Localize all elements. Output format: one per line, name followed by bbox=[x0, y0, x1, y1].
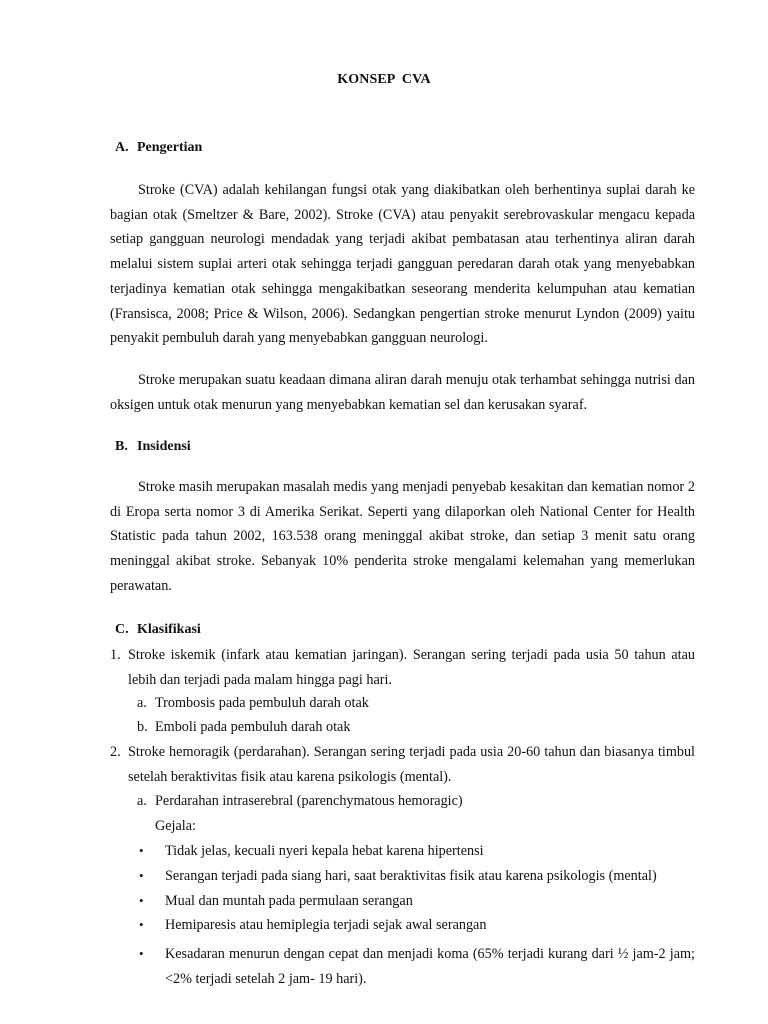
document-title: KONSEP CVA bbox=[337, 72, 431, 87]
bullet-icon: • bbox=[139, 917, 144, 932]
list-item-stroke-iskemik: 1. Stroke iskemik (infark atau kematian jaringan). Serangan sering terjadi pada usia 50 tahun atau lebih dan terjadi pada malam hingga pagi hari. bbox=[110, 647, 695, 688]
section-a-heading bbox=[115, 140, 202, 156]
bullet-item: • Serangan terjadi pada siang hari, saat beraktivitas fisik atau karena psikologis (mental) bbox=[139, 864, 695, 889]
list-subitem-perdarahan-intraserebral: a. Perdarahan intraserebral (parenchymatous hemoragic) bbox=[137, 793, 463, 809]
section-b-title: Insidensi bbox=[137, 439, 191, 454]
bullet-icon: • bbox=[139, 843, 144, 858]
list-item-stroke-hemoragik: 2. Stroke hemoragik (perdarahan). Serangan sering terjadi pada usia 20-60 tahun dan biasanya timbul setelah beraktivitas fisik atau karena psikologis (mental). bbox=[110, 744, 695, 785]
bullet-item: • Hemiparesis atau hemiplegia terjadi sejak awal serangan bbox=[139, 913, 695, 938]
bullet-item: • Kesadaran menurun dengan cepat dan menjadi koma (65% terjadi kurang dari ½ jam-2 jam; <2% terjadi setelah 2 jam- 19 hari). bbox=[139, 942, 695, 991]
section-c-title: Klasifikasi bbox=[137, 622, 201, 637]
gejala-label: Gejala: bbox=[155, 818, 196, 834]
section-a-title: Pengertian bbox=[137, 140, 203, 155]
section-a-label: A. bbox=[115, 140, 129, 155]
bullet-icon: • bbox=[139, 868, 144, 883]
pengertian-paragraph-2: Stroke merupakan suatu keadaan dimana aliran darah menuju otak terhambat sehingga nutrisi dan oksigen untuk otak menurun yang menyebabkan kematian sel dan kerusakan syaraf. bbox=[110, 372, 695, 413]
section-b-heading bbox=[115, 439, 191, 455]
bullet-icon: • bbox=[139, 946, 144, 961]
pengertian-paragraph-1: Stroke (CVA) adalah kehilangan fungsi otak yang diakibatkan oleh berhentinya suplai darah ke bagian otak (Smeltzer & Bare, 2002). Stroke (CVA) atau penyakit serebrovaskular mengacu kepada setiap gangguan neurologi mendadak yang terjadi akibat pembatasan atau terhentinya aliran darah melalui sistem suplai arteri otak sehingga terjadi gangguan peredaran darah otak yang menyebabkan terjadinya kematian otak sehingga mengakibatkan seseorang menderita kelumpuhan atau kematian (Fransisca, 2008; Price & Wilson, 2006). Sedangkan pengertian stroke menurut Lyndon (2009) yaitu penyakit pembuluh darah yang menyebabkan gangguan neurologi. bbox=[110, 182, 695, 347]
section-c-heading bbox=[115, 622, 201, 638]
bullet-icon: • bbox=[139, 893, 144, 908]
bullet-item: • Tidak jelas, kecuali nyeri kepala hebat karena hipertensi bbox=[139, 839, 695, 864]
section-c-label: C. bbox=[115, 622, 129, 637]
insidensi-paragraph-1: Stroke masih merupakan masalah medis yang menjadi penyebab kesakitan dan kematian nomor 2 di Eropa serta nomor 3 di Amerika Serikat. Seperti yang dilaporkan oleh National Center for Health Statistic pada tahun 2002, 163.538 orang meninggal akibat stroke, dan setiap 3 menit satu orang meninggal akibat stroke. Sebanyak 10% penderita stroke mengalami kelemahan yang memerlukan perawatan. bbox=[110, 479, 695, 594]
bullet-item: • Mual dan muntah pada permulaan serangan bbox=[139, 889, 695, 914]
list-subitem-emboli: b. Emboli pada pembuluh darah otak bbox=[137, 719, 351, 735]
list-subitem-trombosis: a. Trombosis pada pembuluh darah otak bbox=[137, 695, 369, 711]
section-b-label: B. bbox=[115, 439, 128, 454]
